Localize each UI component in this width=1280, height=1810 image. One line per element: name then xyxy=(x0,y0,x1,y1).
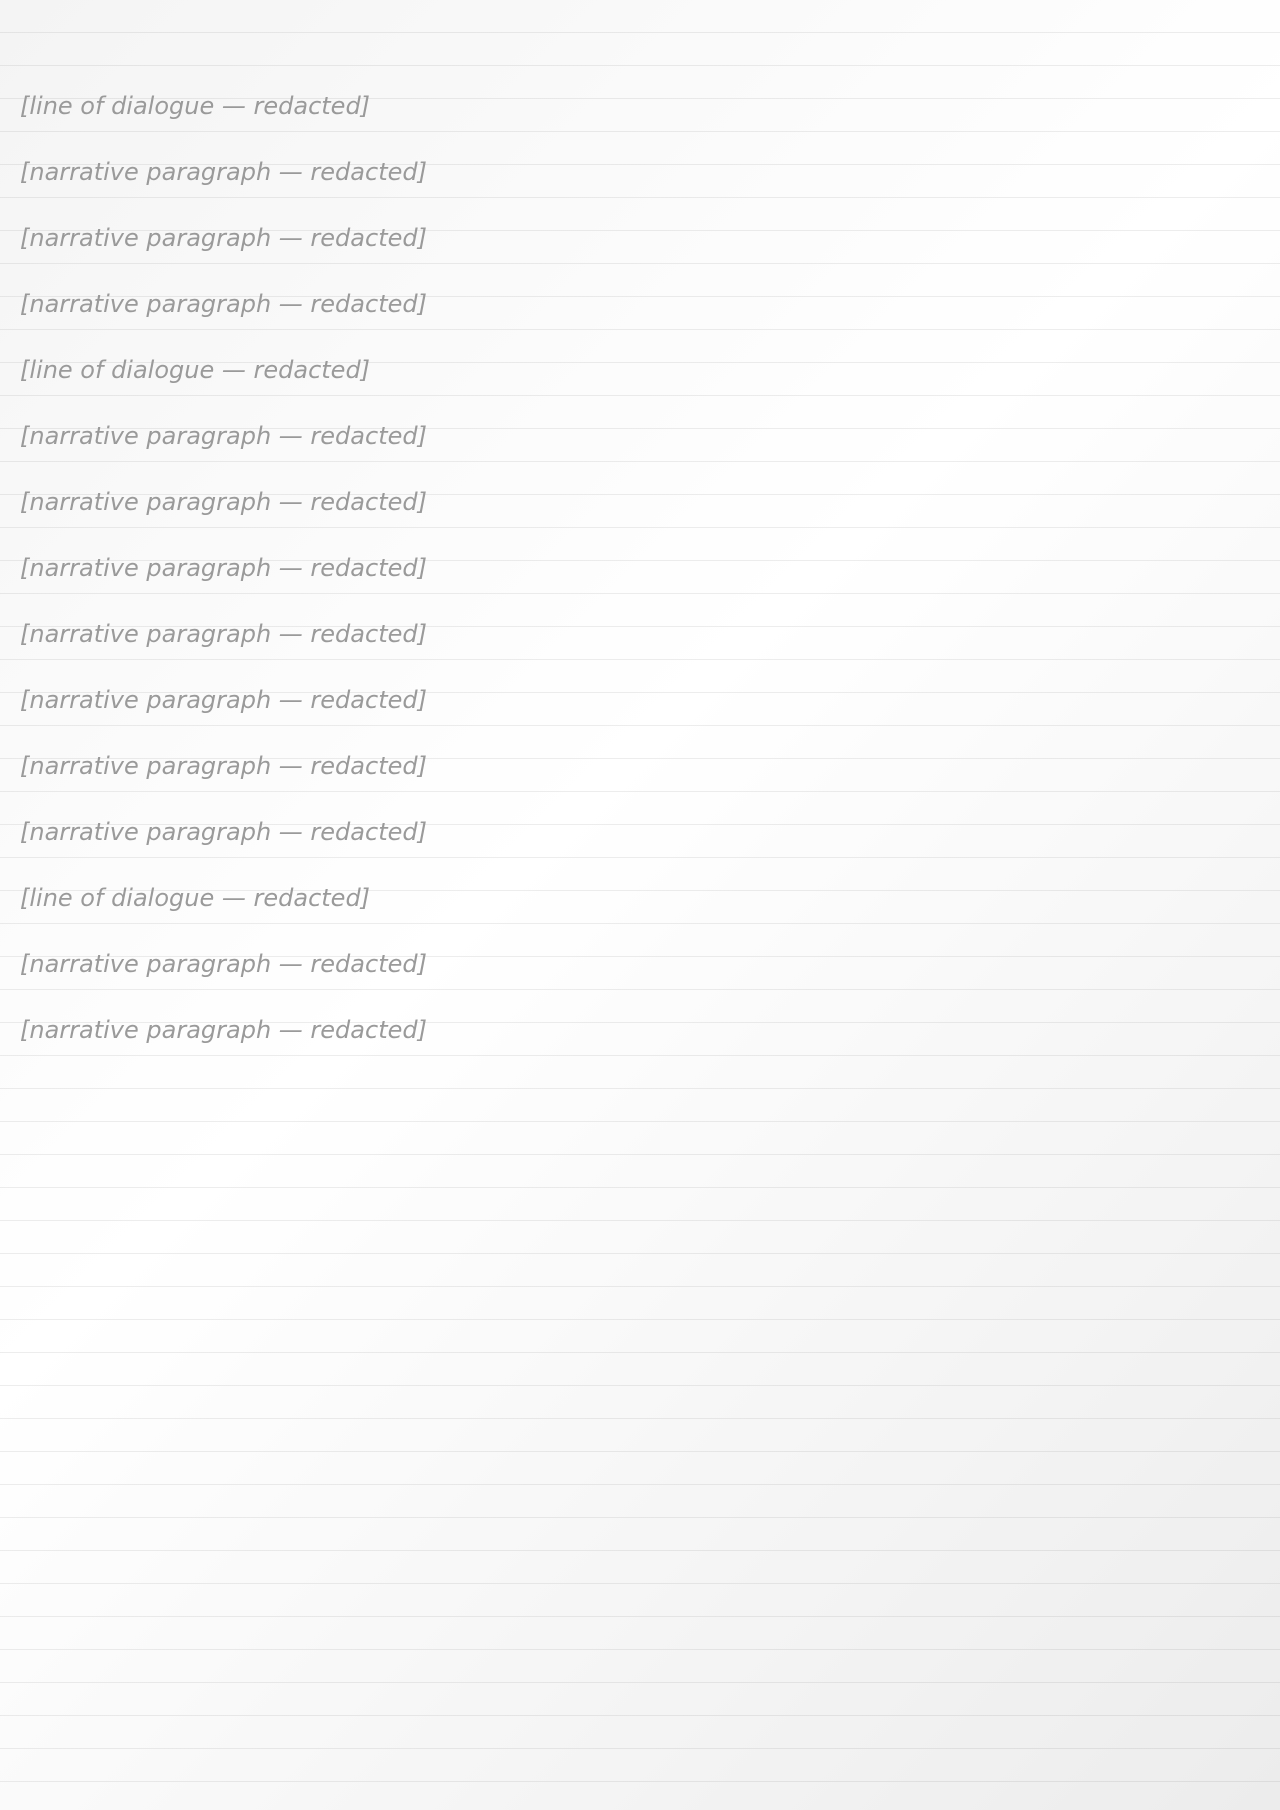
redacted-paragraph: [narrative paragraph — redacted] xyxy=(20,752,427,780)
redacted-paragraph: [narrative paragraph — redacted] xyxy=(20,422,427,450)
redacted-paragraph: [narrative paragraph — redacted] xyxy=(20,620,427,648)
redacted-paragraph: [narrative paragraph — redacted] xyxy=(20,224,427,252)
redacted-paragraph: [line of dialogue — redacted] xyxy=(20,884,371,912)
redacted-paragraph: [line of dialogue — redacted] xyxy=(20,356,371,384)
redacted-paragraph: [narrative paragraph — redacted] xyxy=(20,950,427,978)
redacted-paragraph: [narrative paragraph — redacted] xyxy=(20,554,427,582)
redacted-paragraph: [narrative paragraph — redacted] xyxy=(20,488,427,516)
redacted-paragraph: [line of dialogue — redacted] xyxy=(20,92,371,120)
redacted-paragraph: [narrative paragraph — redacted] xyxy=(20,686,427,714)
redacted-paragraph: [narrative paragraph — redacted] xyxy=(20,158,427,186)
redacted-paragraph: [narrative paragraph — redacted] xyxy=(20,1016,427,1044)
redacted-paragraph: [narrative paragraph — redacted] xyxy=(20,290,427,318)
redacted-paragraph: [narrative paragraph — redacted] xyxy=(20,818,427,846)
